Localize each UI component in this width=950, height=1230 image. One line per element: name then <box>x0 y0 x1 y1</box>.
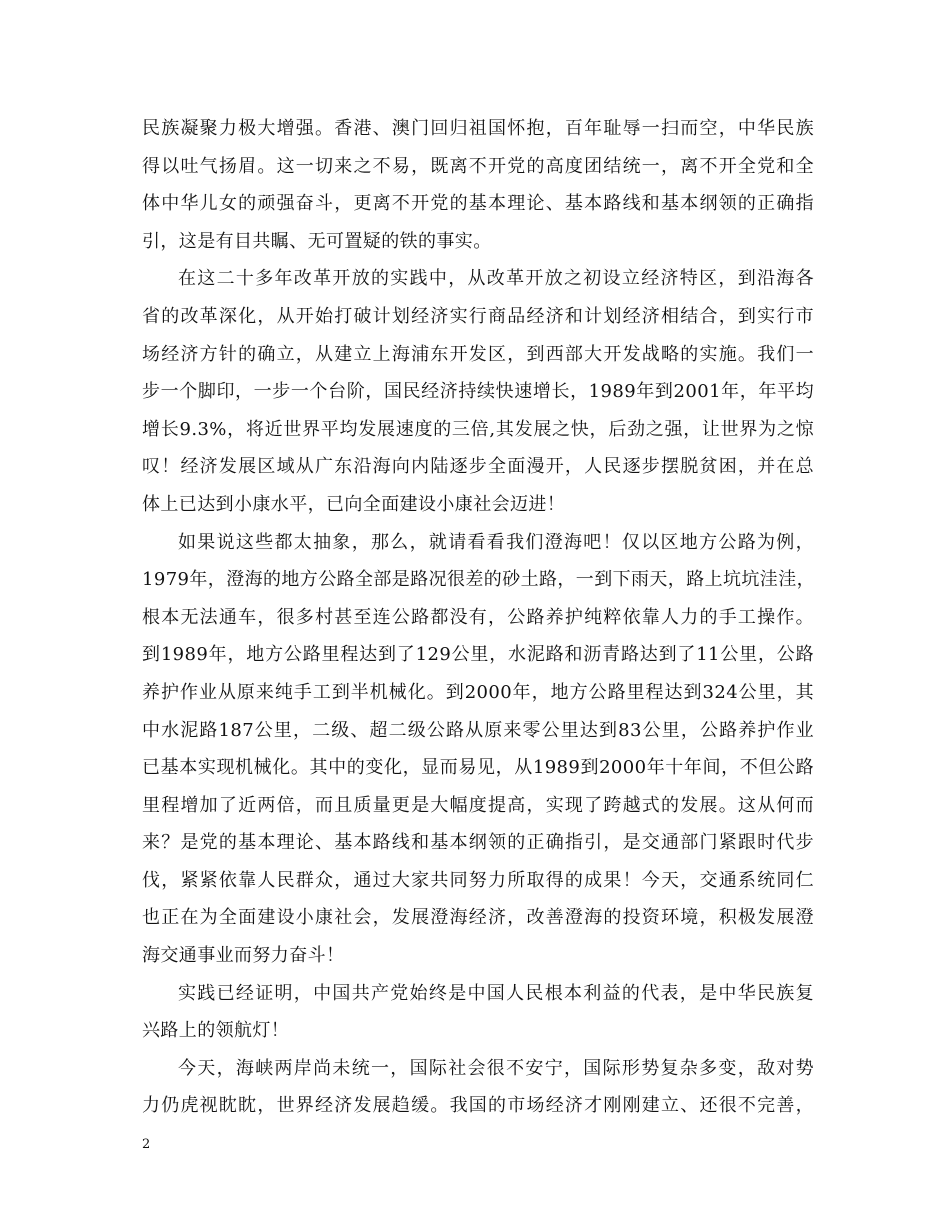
paragraph-first-line: 如果说这些都太抽象，那么，就请看看我们澄海吧！仅以区地方公路为例， <box>178 531 814 553</box>
text-line: 增长9.3%，将近世界平均发展速度的三倍,其发展之快，后劲之强，让世界为之惊 <box>142 418 814 440</box>
text-line: 叹！经济发展区域从广东沿海向内陆逐步全面漫开，人民逐步摆脱贫困，并在总 <box>142 456 814 478</box>
text-line: 兴路上的领航灯！ <box>142 1020 290 1042</box>
text-line: 引，这是有目共瞩、无可置疑的铁的事实。 <box>142 230 492 252</box>
text-line: 到1989年，地方公路里程达到了129公里，水泥路和沥青路达到了11公里，公路 <box>142 644 814 666</box>
paragraph-first-line: 今天，海峡两岸尚未统一，国际社会很不安宁，国际形势复杂多变，敌对势 <box>178 1057 814 1079</box>
text-line: 伐，紧紧依靠人民群众，通过大家共同努力所取得的成果！今天，交通系统同仁 <box>142 869 814 891</box>
text-line: 也正在为全面建设小康社会，发展澄海经济，改善澄海的投资环境，积极发展澄 <box>142 907 814 929</box>
text-line: 已基本实现机械化。其中的变化，显而易见，从1989到2000年十年间，不但公路 <box>142 757 814 779</box>
text-line: 里程增加了近两倍，而且质量更是大幅度提高，实现了跨越式的发展。这从何而 <box>142 794 814 816</box>
text-line: 来？是党的基本理论、基本路线和基本纲领的正确指引，是交通部门紧跟时代步 <box>142 832 814 854</box>
text-line: 力仍虎视眈眈，世界经济发展趋缓。我国的市场经济才刚刚建立、还很不完善， <box>142 1095 814 1117</box>
body-text <box>142 110 814 1125</box>
text-line: 得以吐气扬眉。这一切来之不易，既离不开党的高度团结统一，离不开全党和全 <box>142 155 814 177</box>
paragraph-first-line: 在这二十多年改革开放的实践中，从改革开放之初设立经济特区，到沿海各 <box>178 268 814 290</box>
text-line: 步一个脚印，一步一个台阶，国民经济持续快速增长，1989年到2001年，年平均 <box>142 381 814 403</box>
text-line: 省的改革深化，从开始打破计划经济实行商品经济和计划经济相结合，到实行市 <box>142 305 814 327</box>
text-line: 养护作业从原来纯手工到半机械化。到2000年，地方公路里程达到324公里，其 <box>142 681 814 703</box>
text-line: 1979年，澄海的地方公路全部是路况很差的砂土路，一到下雨天，路上坑坑洼洼， <box>142 569 816 591</box>
text-line: 体上已达到小康水平，已向全面建设小康社会迈进！ <box>142 493 566 515</box>
text-line: 场经济方针的确立，从建立上海浦东开发区，到西部大开发战略的实施。我们一 <box>142 343 814 365</box>
text-line: 中水泥路187公里，二级、超二级公路从原来零公里达到83公里，公路养护作业 <box>142 719 814 741</box>
paragraph-first-line: 实践已经证明，中国共产党始终是中国人民根本利益的代表，是中华民族复 <box>178 982 814 1004</box>
text-line: 民族凝聚力极大增强。香港、澳门回归祖国怀抱，百年耻辱一扫而空，中华民族 <box>142 118 814 139</box>
text-line: 海交通事业而努力奋斗！ <box>142 945 345 967</box>
text-line: 根本无法通车，很多村甚至连公路都没有，公路养护纯粹依靠人力的手工操作。 <box>142 606 814 628</box>
page-number: 2 <box>142 1137 151 1152</box>
text-line: 体中华儿女的顽强奋斗，更离不开党的基本理论、基本路线和基本纲领的正确指 <box>142 193 814 215</box>
